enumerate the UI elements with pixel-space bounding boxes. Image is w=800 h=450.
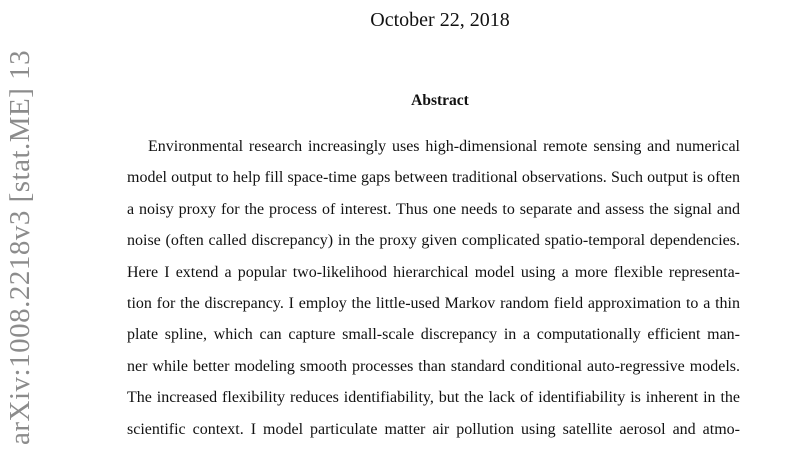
abstract-line: tion for the discrepancy. I employ the little-used Markov random field approximation to a thin (127, 294, 740, 312)
abstract-body (127, 131, 740, 445)
abstract-line: Here I extend a popular two-likelihood hierarchical model using a more flexible representa- (127, 263, 740, 281)
abstract-line: scientific context. I model particulate matter air pollution using satellite aerosol and atmo- (127, 420, 740, 438)
abstract-line: noise (often called discrepancy) in the proxy given complicated spatio-temporal dependencies. (127, 232, 740, 250)
paper-date: October 22, 2018 (370, 9, 510, 31)
abstract-line: Environmental research increasingly uses high-dimensional remote sensing and numerical (148, 138, 740, 155)
abstract-line: model output to help fill space-time gaps between traditional observations. Such output is often (127, 169, 740, 187)
abstract-line: a noisy proxy for the process of interest. Thus one needs to separate and assess the signal and (127, 200, 740, 218)
abstract-line: The increased flexibility reduces identifiability, but the lack of identifiability is inherent in the (127, 389, 740, 407)
abstract-line: plate spline, which can capture small-scale discrepancy in a computationally efficient man- (127, 326, 740, 344)
arxiv-identifier: arXiv:1008.2218v3 [stat.ME] 13 (4, 49, 36, 445)
abstract-heading: Abstract (411, 92, 469, 109)
abstract-line: ner while better modeling smooth processes than standard conditional auto-regressive models. (127, 357, 740, 375)
arxiv-stamp (0, 0, 40, 450)
